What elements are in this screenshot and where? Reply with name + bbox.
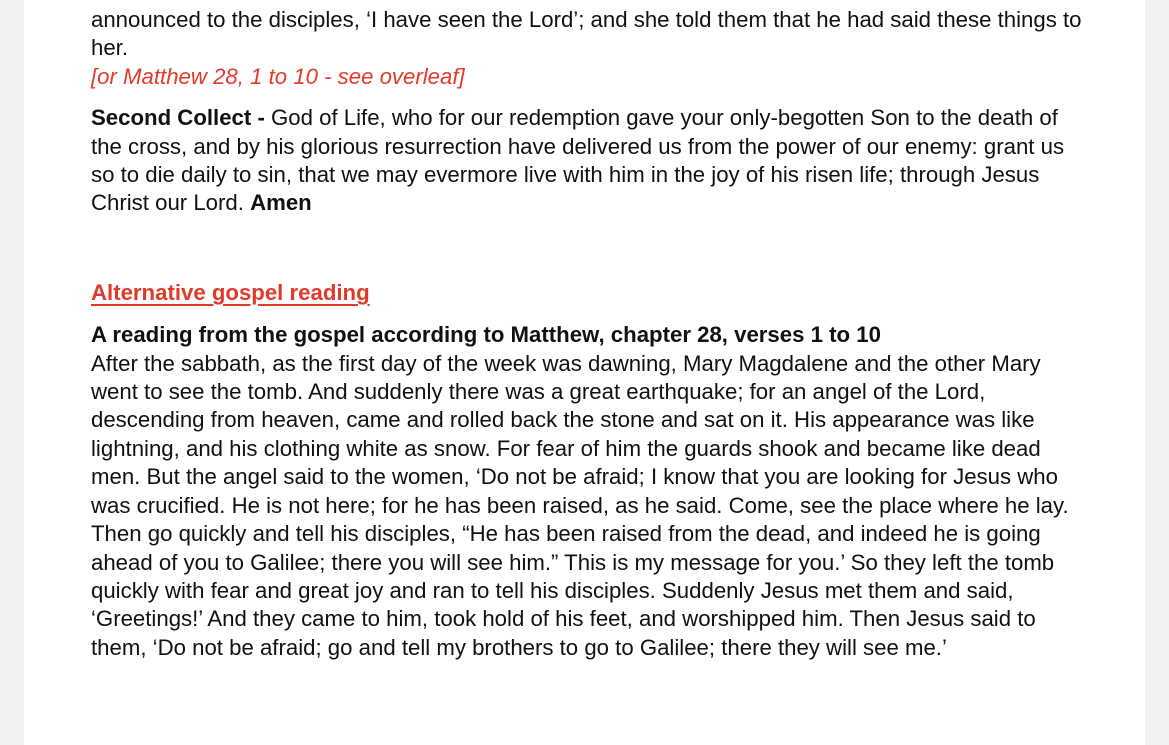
second-collect-text: God of Life, who for our redemption gave your only-begotten Son to the death of the cross, and by his glorious resurrection have delivered us from the power of our enemy: grant us so to die daily to sin, that we may evermore live with him in the joy of his risen life; through Jesus Christ our Lord. (91, 105, 1065, 216)
gospel-end-paragraph: announced to the disciples, ‘I have seen the Lord’; and she told them that he had said these things to her. (91, 7, 1082, 61)
page-content (91, 6, 1091, 662)
spacer (91, 307, 1091, 321)
spacer (91, 218, 1091, 279)
spacer (91, 91, 1091, 104)
alternative-reading-note: [or Matthew 28, 1 to 10 - see overleaf] (91, 63, 465, 89)
second-collect-label: Second Collect - (91, 105, 271, 131)
amen-label: Amen (250, 190, 312, 216)
reading-text: After the sabbath, as the first day of the week was dawning, Mary Magdalene and the other Mary went to see the tomb. And suddenly there was a great earthquake; for an angel of the Lord, descending from heaven, came and rolled back the stone and sat on it. His appearance was like lightning, and his clothing white as snow. For fear of him the guards shook and became like dead men. But the angel said to the women, ‘Do not be afraid; I know that you are looking for Jesus who was crucified. He is not here; for he has been raised, as he said. Come, see the place where he lay. Then go quickly and tell his disciples, “He has been raised from the dead, and indeed he is going ahead of you to Galilee; there you will see him.” This is my message for you.’ So they left the tomb quickly with fear and great joy and ran to tell his disciples. Suddenly Jesus met them and said, ‘Greetings!’ And they came to him, took hold of his feet, and worshipped him. Then Jesus said to them, ‘Do not be afraid; go and tell my brothers to go to Galilee; there they will see me.’ (91, 350, 1069, 660)
document-page (24, 0, 1145, 745)
second-collect-paragraph (91, 104, 1091, 218)
alternative-gospel-heading: Alternative gospel reading (91, 279, 370, 305)
reading-title: A reading from the gospel according to Matthew, chapter 28, verses 1 to 10 (91, 322, 881, 348)
